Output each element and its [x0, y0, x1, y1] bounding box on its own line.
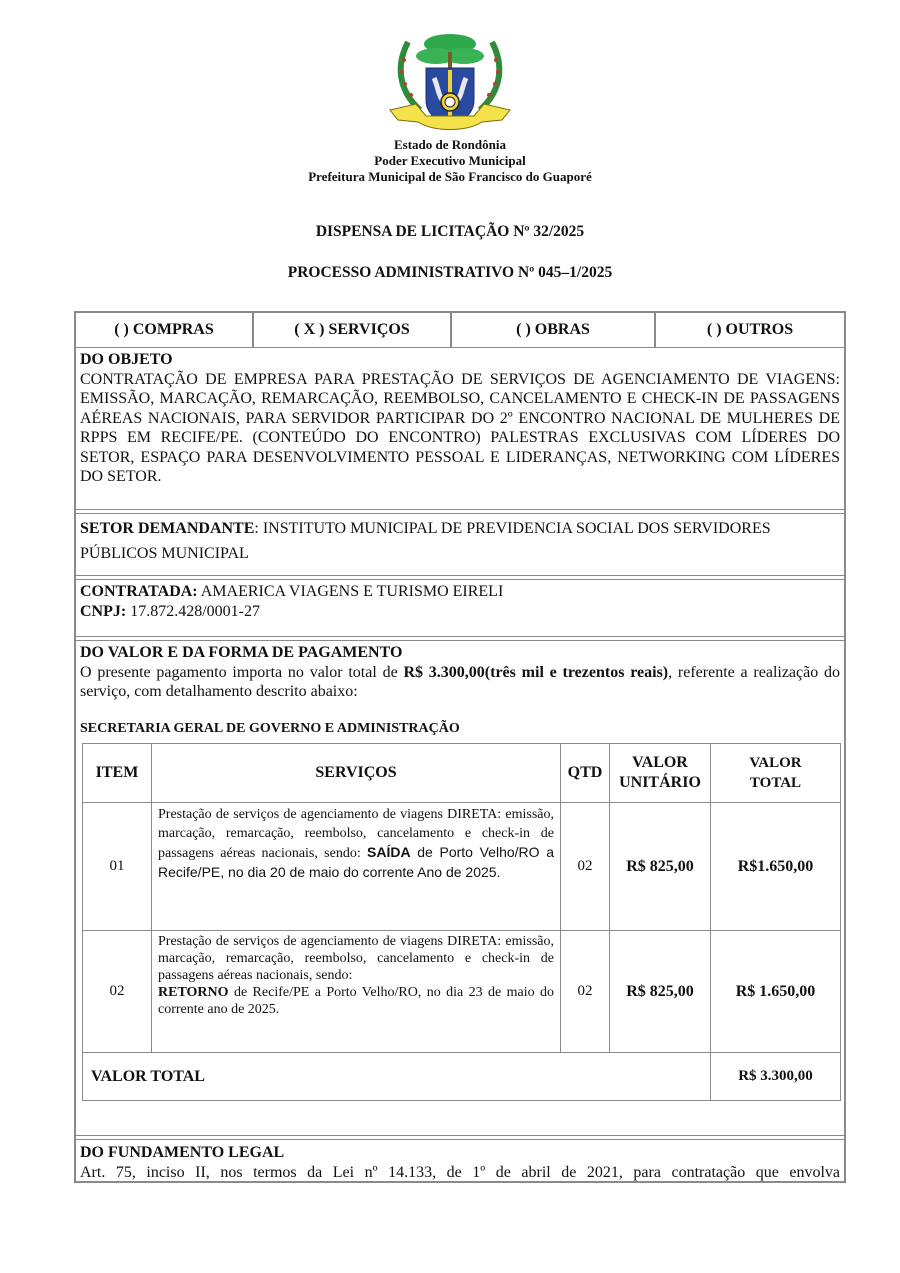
- header-qtd: QTD: [561, 744, 610, 803]
- services-table: [82, 743, 841, 1101]
- row-total-value: R$1.650,00: [711, 803, 841, 931]
- total-value: R$ 3.300,00: [711, 1053, 841, 1101]
- table-total-row: [83, 1053, 841, 1101]
- row-unit-value: R$ 825,00: [610, 803, 711, 931]
- row-qtd: 02: [561, 931, 610, 1053]
- header-valor-total: VALOR TOTAL: [711, 744, 841, 803]
- type-option-outros: ( ) OUTROS: [706, 321, 794, 338]
- table-row: [83, 931, 841, 1053]
- objeto-heading: DO OBJETO: [80, 351, 173, 368]
- fundamento-text: Art. 75, inciso II, nos termos da Lei nº 14.133, de 1º de abril de 2021, para contratação que envolva: [80, 1163, 840, 1181]
- table-header-row: [83, 744, 841, 803]
- row-item: 02: [83, 931, 152, 1053]
- cnpj-value: 17.872.428/0001-27: [126, 602, 260, 620]
- objeto-section: [76, 348, 844, 508]
- total-amount-text: R$ 3.300,00(três mil e trezentos reais): [403, 663, 669, 681]
- type-option-obras: ( ) OBRAS: [452, 313, 656, 347]
- header-valor-unitario: VALOR UNITÁRIO: [610, 744, 711, 803]
- pagamento-text: O presente pagamento importa no valor total de R$ 3.300,00(três mil e trezentos reais), referente a realização do serviço, com detalhamento descrito abaixo:: [80, 663, 841, 700]
- table-row: [83, 803, 841, 931]
- cnpj-label: CNPJ:: [80, 602, 127, 620]
- setor-value: : INSTITUTO MUNICIPAL DE PREVIDENCIA SOCIAL DOS SERVIDORES PÚBLICOS MUNICIPAL: [80, 520, 771, 562]
- contratada-label: CONTRATADA:: [80, 583, 198, 600]
- header-item: ITEM: [83, 744, 152, 803]
- total-label: VALOR TOTAL: [83, 1053, 711, 1101]
- row-total-value: R$ 1.650,00: [711, 931, 841, 1053]
- fundamento-heading: DO FUNDAMENTO LEGAL: [80, 1144, 285, 1161]
- objeto-text: CONTRATAÇÃO DE EMPRESA PARA PRESTAÇÃO DE SERVIÇOS DE AGENCIAMENTO DE VIAGENS: EMISSÃO, MARCAÇÃO, REMARCAÇÃO, REEMBOLSO, CANCELAMENTO E CHECK-IN DE PASSAGENS AÉREAS NACIONAIS, PARA SERVIDOR PARTICIPAR DO 2º ENCONTRO NACIONAL DE MULHERES DE RPPS EM RECIFE/PE. (CONTEÚDO DO ENCONTRO) PALESTRAS EXCLUSIVAS COM LÍDERES DO SETOR, ESPAÇO PARA DESENVOLVIMENTO PESSOAL E LIDERANÇAS, NETWORKING COM LÍDERES DO SETOR.: [80, 370, 840, 485]
- row-description: Prestação de serviços de agenciamento de viagens DIRETA: emissão, marcação, remarcação, reembolso, cancelamento e check-in de passagens aéreas nacionais, sendo: SAÍDA de Porto Velho/RO a Recife/PE, no dia 20 de maio do corrente Ano de 2025.: [152, 803, 561, 931]
- type-option-servicos: ( X ) SERVIÇOS: [254, 313, 452, 347]
- type-option-compras: ( ) COMPRAS: [76, 313, 254, 347]
- row-qtd: 02: [561, 803, 610, 931]
- procurement-type-row: [76, 313, 844, 348]
- row-unit-value: R$ 825,00: [610, 931, 711, 1053]
- executive-branch: Poder Executivo Municipal: [374, 153, 526, 168]
- row-item: 01: [83, 803, 152, 931]
- coat-of-arms-emblem: [386, 30, 514, 136]
- setor-section: [76, 514, 844, 576]
- row-description: Prestação de serviços de agenciamento de viagens DIRETA: emissão, marcação, remarcação, reembolso, cancelamento e check-in de passagens aéreas nacionais, sendo: RETORNO de Recife/PE a Porto Velho/RO, no dia 23 de maio do corrente ano de 2025.: [152, 931, 561, 1053]
- state-name: Estado de Rondônia: [394, 137, 506, 152]
- document-form-frame: [74, 311, 846, 1183]
- contratada-section: [76, 580, 844, 636]
- section-divider: [76, 1135, 844, 1140]
- pagamento-heading: DO VALOR E DA FORMA DE PAGAMENTO: [80, 644, 403, 661]
- process-number: PROCESSO ADMINISTRATIVO Nº 045–1/2025: [287, 264, 613, 281]
- document-title: DISPENSA DE LICITAÇÃO Nº 32/2025: [315, 223, 585, 240]
- municipality-name: Prefeitura Municipal de São Francisco do Guaporé: [308, 169, 592, 184]
- setor-label: SETOR DEMANDANTE: [80, 520, 255, 537]
- secretaria-label: SECRETARIA GERAL DE GOVERNO E ADMINISTRAÇÃO: [80, 720, 460, 736]
- fundamento-section: [76, 1141, 844, 1183]
- contratada-value: AMAERICA VIAGENS E TURISMO EIRELI: [197, 583, 504, 600]
- header-servicos: SERVIÇOS: [152, 744, 561, 803]
